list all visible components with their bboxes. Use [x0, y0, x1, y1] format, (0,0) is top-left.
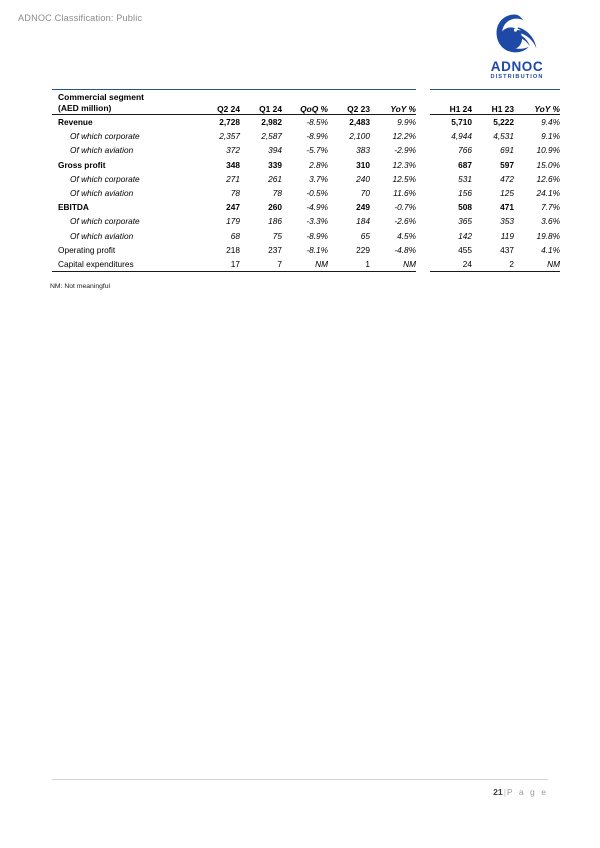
cell-h1-23: 597 — [500, 159, 514, 170]
cell-q2-23: 310 — [356, 159, 370, 170]
cell-h1-24: 142 — [458, 230, 472, 241]
cell-q2-23: 249 — [356, 202, 370, 213]
column-header-q1-24: Q1 24 — [240, 90, 282, 115]
cell-q1-24: 339 — [268, 159, 282, 170]
cell-h1-24: 687 — [458, 159, 472, 170]
cell-yoy-q: 12.3% — [392, 159, 416, 170]
cell-yoy-q: 12.5% — [392, 173, 416, 184]
cell-h1-23: 471 — [500, 202, 514, 213]
cell-h1-24: 156 — [458, 188, 472, 199]
row-group-gap — [416, 200, 430, 214]
cell-qoq: -8.9% — [306, 131, 328, 142]
row-label: Of which aviation — [70, 230, 134, 241]
cell-q1-24: 261 — [268, 173, 282, 184]
table-row — [52, 158, 560, 172]
cell-h1-24: 531 — [458, 173, 472, 184]
table-header-row — [52, 90, 560, 115]
cell-qoq: -8.1% — [306, 244, 328, 255]
cell-q2-23: 2,483 — [349, 117, 370, 127]
cell-qoq: -8.9% — [306, 230, 328, 241]
table-body — [52, 115, 560, 272]
row-label: Of which corporate — [70, 216, 140, 227]
cell-q1-24: 237 — [268, 244, 282, 255]
financial-table-container — [52, 89, 560, 272]
row-label: Capital expenditures — [52, 257, 198, 272]
cell-h1-24: 766 — [458, 145, 472, 156]
page-label: P a g e — [506, 787, 548, 797]
row-group-gap — [416, 115, 430, 130]
cell-q2-24: 78 — [230, 188, 240, 199]
column-header-qoq: QoQ % — [282, 90, 328, 115]
column-header-q2-23: Q2 23 — [328, 90, 370, 115]
cell-qoq: -8.5% — [306, 117, 328, 127]
cell-q1-24: 75 — [272, 230, 282, 241]
cell-yoy-q: NM — [370, 257, 416, 272]
cell-q2-24: 2,357 — [219, 131, 240, 142]
row-group-gap — [416, 257, 430, 272]
cell-yoy-h: 7.7% — [541, 202, 560, 213]
row-label: Operating profit — [58, 244, 116, 255]
row-label: Of which aviation — [70, 145, 134, 156]
table-row — [52, 243, 560, 257]
cell-qoq: NM — [282, 257, 328, 272]
cell-q1-24: 2,982 — [261, 117, 282, 127]
table-row — [52, 115, 560, 130]
cell-qoq: -0.5% — [306, 188, 328, 199]
table-footnote: NM: Not meaningful — [50, 283, 111, 290]
cell-qoq: -3.3% — [306, 216, 328, 227]
cell-q1-24: 186 — [268, 216, 282, 227]
cell-h1-23: 353 — [500, 216, 514, 227]
cell-yoy-q: 11.6% — [393, 188, 416, 199]
cell-q2-24: 68 — [230, 230, 240, 241]
cell-h1-23: 2 — [472, 257, 514, 272]
cell-yoy-h: 15.0% — [536, 159, 560, 170]
cell-q2-24: 2,728 — [219, 117, 240, 127]
table-row — [52, 257, 560, 272]
cell-h1-24: 365 — [458, 216, 472, 227]
row-group-gap — [416, 143, 430, 157]
cell-q1-24: 394 — [268, 145, 282, 156]
cell-h1-24: 508 — [458, 202, 472, 213]
cell-yoy-q: 9.9% — [397, 117, 416, 127]
page-footer — [52, 779, 548, 797]
row-group-gap — [416, 172, 430, 186]
cell-yoy-h: 4.1% — [541, 244, 560, 255]
cell-q2-24: 247 — [226, 202, 240, 213]
table-group-gap — [416, 90, 430, 115]
logo-wordmark: ADNOC — [490, 59, 544, 74]
cell-h1-24: 455 — [458, 244, 472, 255]
cell-q1-24: 7 — [240, 257, 282, 272]
row-group-gap — [416, 129, 430, 143]
row-group-gap — [416, 214, 430, 228]
cell-yoy-h: NM — [514, 257, 560, 272]
row-label: Of which corporate — [70, 131, 140, 142]
cell-yoy-h: 12.6% — [536, 173, 560, 184]
cell-qoq: -4.9% — [306, 202, 328, 213]
row-label: Of which corporate — [70, 173, 140, 184]
table-title-line2: (AED million) — [58, 103, 112, 114]
cell-h1-23: 437 — [500, 244, 514, 255]
table-row — [52, 186, 560, 200]
row-label: Of which aviation — [70, 188, 134, 199]
cell-q2-23: 1 — [328, 257, 370, 272]
table-row — [52, 200, 560, 214]
row-group-gap — [416, 243, 430, 257]
cell-qoq: 2.8% — [309, 159, 328, 170]
cell-q2-23: 229 — [356, 244, 370, 255]
row-label: Revenue — [58, 117, 93, 127]
table-row — [52, 172, 560, 186]
cell-q2-24: 179 — [226, 216, 240, 227]
cell-q2-23: 2,100 — [349, 131, 370, 142]
cell-q1-24: 260 — [268, 202, 282, 213]
table-title-cell — [52, 90, 198, 115]
cell-h1-24: 4,944 — [451, 131, 472, 142]
cell-q2-24: 218 — [226, 244, 240, 255]
cell-h1-23: 119 — [500, 230, 514, 241]
table-row — [52, 129, 560, 143]
cell-q2-24: 348 — [226, 159, 240, 170]
row-label: Gross profit — [58, 159, 106, 170]
cell-yoy-h: 24.1% — [536, 188, 560, 199]
cell-q2-23: 184 — [356, 216, 370, 227]
page-separator: | — [503, 787, 506, 797]
row-group-gap — [416, 229, 430, 243]
cell-q2-23: 70 — [360, 188, 370, 199]
cell-yoy-q: 12.2% — [392, 131, 416, 142]
cell-yoy-q: -2.9% — [394, 145, 416, 156]
cell-h1-23: 472 — [500, 173, 514, 184]
cell-yoy-q: -4.8% — [394, 244, 416, 255]
cell-qoq: -5.7% — [306, 145, 328, 156]
cell-q2-23: 240 — [356, 173, 370, 184]
cell-h1-24: 24 — [430, 257, 472, 272]
table-title-line1: Commercial segment — [58, 92, 144, 103]
cell-h1-23: 4,531 — [493, 131, 514, 142]
cell-h1-23: 125 — [500, 188, 514, 199]
adnoc-falcon-logo — [491, 12, 543, 58]
adnoc-distribution-logo — [484, 12, 550, 81]
cell-qoq: 3.7% — [309, 173, 328, 184]
cell-yoy-q: -0.7% — [394, 202, 416, 213]
row-group-gap — [416, 186, 430, 200]
cell-yoy-q: 4.5% — [397, 230, 416, 241]
cell-q1-24: 78 — [272, 188, 282, 199]
cell-q1-24: 2,587 — [261, 131, 282, 142]
column-header-yoy-quarter: YoY % — [370, 90, 416, 115]
cell-yoy-q: -2.6% — [394, 216, 416, 227]
table-row — [52, 229, 560, 243]
cell-yoy-h: 9.4% — [541, 117, 560, 127]
table-row — [52, 143, 560, 157]
logo-subwordmark: DISTRIBUTION — [490, 74, 544, 80]
cell-h1-24: 5,710 — [451, 117, 472, 127]
cell-h1-23: 691 — [500, 145, 514, 156]
classification-banner: ADNOC Classification: Public — [18, 13, 143, 23]
cell-q2-23: 383 — [356, 145, 370, 156]
cell-q2-23: 65 — [360, 230, 370, 241]
row-group-gap — [416, 158, 430, 172]
column-header-yoy-half: YoY % — [514, 90, 560, 115]
column-header-h1-24: H1 24 — [430, 90, 472, 115]
table-header — [52, 90, 560, 115]
page-number: 21 — [493, 787, 503, 797]
cell-yoy-h: 9.1% — [541, 131, 560, 142]
row-label: EBITDA — [58, 202, 89, 213]
cell-yoy-h: 19.8% — [536, 230, 560, 241]
cell-q2-24: 271 — [226, 173, 240, 184]
cell-q2-24: 17 — [198, 257, 240, 272]
table-row — [52, 214, 560, 228]
cell-q2-24: 372 — [226, 145, 240, 156]
cell-h1-23: 5,222 — [493, 117, 514, 127]
commercial-segment-table — [52, 89, 560, 272]
column-header-h1-23: H1 23 — [472, 90, 514, 115]
cell-yoy-h: 10.9% — [536, 145, 560, 156]
cell-yoy-h: 3.6% — [541, 216, 560, 227]
column-header-q2-24: Q2 24 — [198, 90, 240, 115]
